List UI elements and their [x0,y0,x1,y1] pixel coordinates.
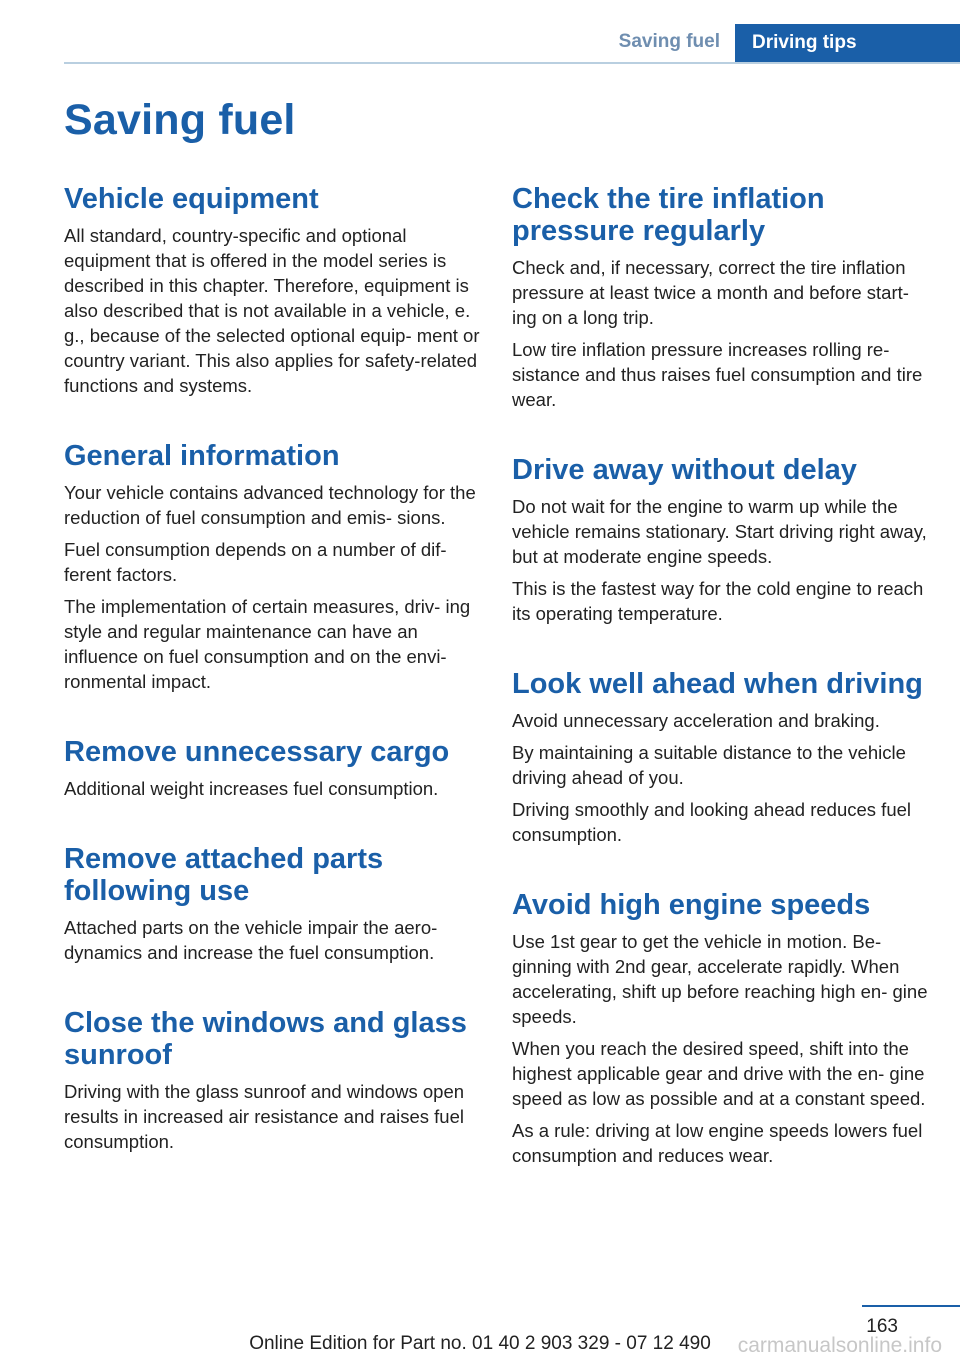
section-paragraph: Your vehicle contains advanced technology for the reduction of fuel consumption and emis‐ sions. [64,482,476,528]
section-remove-attached-parts [64,843,482,965]
section-drive-away [512,454,930,626]
section-heading: Vehicle equipment [64,183,319,215]
section-remove-cargo [64,736,482,801]
section-paragraph: This is the fastest way for the cold engine to reach its operating temperature. [512,578,924,624]
section-paragraph: Driving smoothly and looking ahead reduces fuel consumption. [512,799,912,845]
section-paragraph: Do not wait for the engine to warm up while the vehicle remains stationary. Start driving right away, but at moderate engine speeds. [512,496,927,567]
section-paragraph: When you reach the desired speed, shift into the highest applicable gear and drive with the en‐ gine speed as low as possible and at a constant speed. [512,1038,926,1109]
section-heading: General information [64,440,340,472]
section-general-information [64,440,482,694]
section-tire-pressure [512,183,930,412]
left-column [64,183,482,1196]
footer-rule [862,1305,960,1307]
section-look-ahead [512,668,930,847]
section-close-windows [64,1007,482,1154]
section-engine-speeds [512,889,930,1168]
section-heading: Check the tire inflation pressure regularly [512,183,825,247]
section-paragraph: Check and, if necessary, correct the tire inflation pressure at least twice a month and before start‐ ing on a long trip. [512,257,909,328]
section-heading: Remove attached parts following use [64,843,384,907]
section-paragraph: Driving with the glass sunroof and windows open results in increased air resistance and raises fuel consumption. [64,1081,465,1152]
section-paragraph: As a rule: driving at low engine speeds lowers fuel consumption and reduces wear. [512,1120,923,1166]
section-paragraph: Attached parts on the vehicle impair the aero‐ dynamics and increase the fuel consumption. [64,917,438,963]
section-paragraph: Use 1st gear to get the vehicle in motion. Be‐ ginning with 2nd gear, accelerate rapidly. When accelerating, shift up before reaching high en‐ gine speeds. [512,931,928,1027]
section-vehicle-equipment [64,183,482,398]
section-heading: Remove unnecessary cargo [64,736,450,768]
section-heading: Look well ahead when driving [512,668,923,700]
section-paragraph: Low tire inflation pressure increases rolling re‐ sistance and thus raises fuel consumption and tire wear. [512,339,923,410]
section-paragraph: Avoid unnecessary acceleration and braking. [512,710,880,731]
section-heading: Avoid high engine speeds [512,889,871,921]
section-paragraph: All standard, country-specific and optional equipment that is offered in the model series is described in this chapter. Therefore, equipment is also described that is not available in a vehicle, e. g., because of the selected optional equip‐ ment or country variant. This also applies for safety-related functions and systems. [64,225,480,396]
page-header [64,24,960,64]
section-heading: Drive away without delay [512,454,857,486]
watermark-text: carmanualsonline.info [737,1334,942,1357]
header-chapter-tab: Driving tips [735,24,960,62]
page-title: Saving fuel [64,96,296,144]
section-paragraph: By maintaining a suitable distance to the vehicle driving ahead of you. [512,742,906,788]
page-number: 163 [866,1316,898,1337]
right-column [512,183,930,1210]
header-section-label: Saving fuel [618,31,720,52]
section-paragraph: Additional weight increases fuel consumption. [64,778,439,799]
section-paragraph: The implementation of certain measures, driv‐ ing style and regular maintenance can have an influence on fuel consumption and on the envi‐ ronmental impact. [64,596,471,692]
section-paragraph: Fuel consumption depends on a number of dif‐ ferent factors. [64,539,447,585]
footer-edition-text: Online Edition for Part no. 01 40 2 903 329 - 07 12 490 [249,1333,711,1354]
section-heading: Close the windows and glass sunroof [64,1007,467,1071]
